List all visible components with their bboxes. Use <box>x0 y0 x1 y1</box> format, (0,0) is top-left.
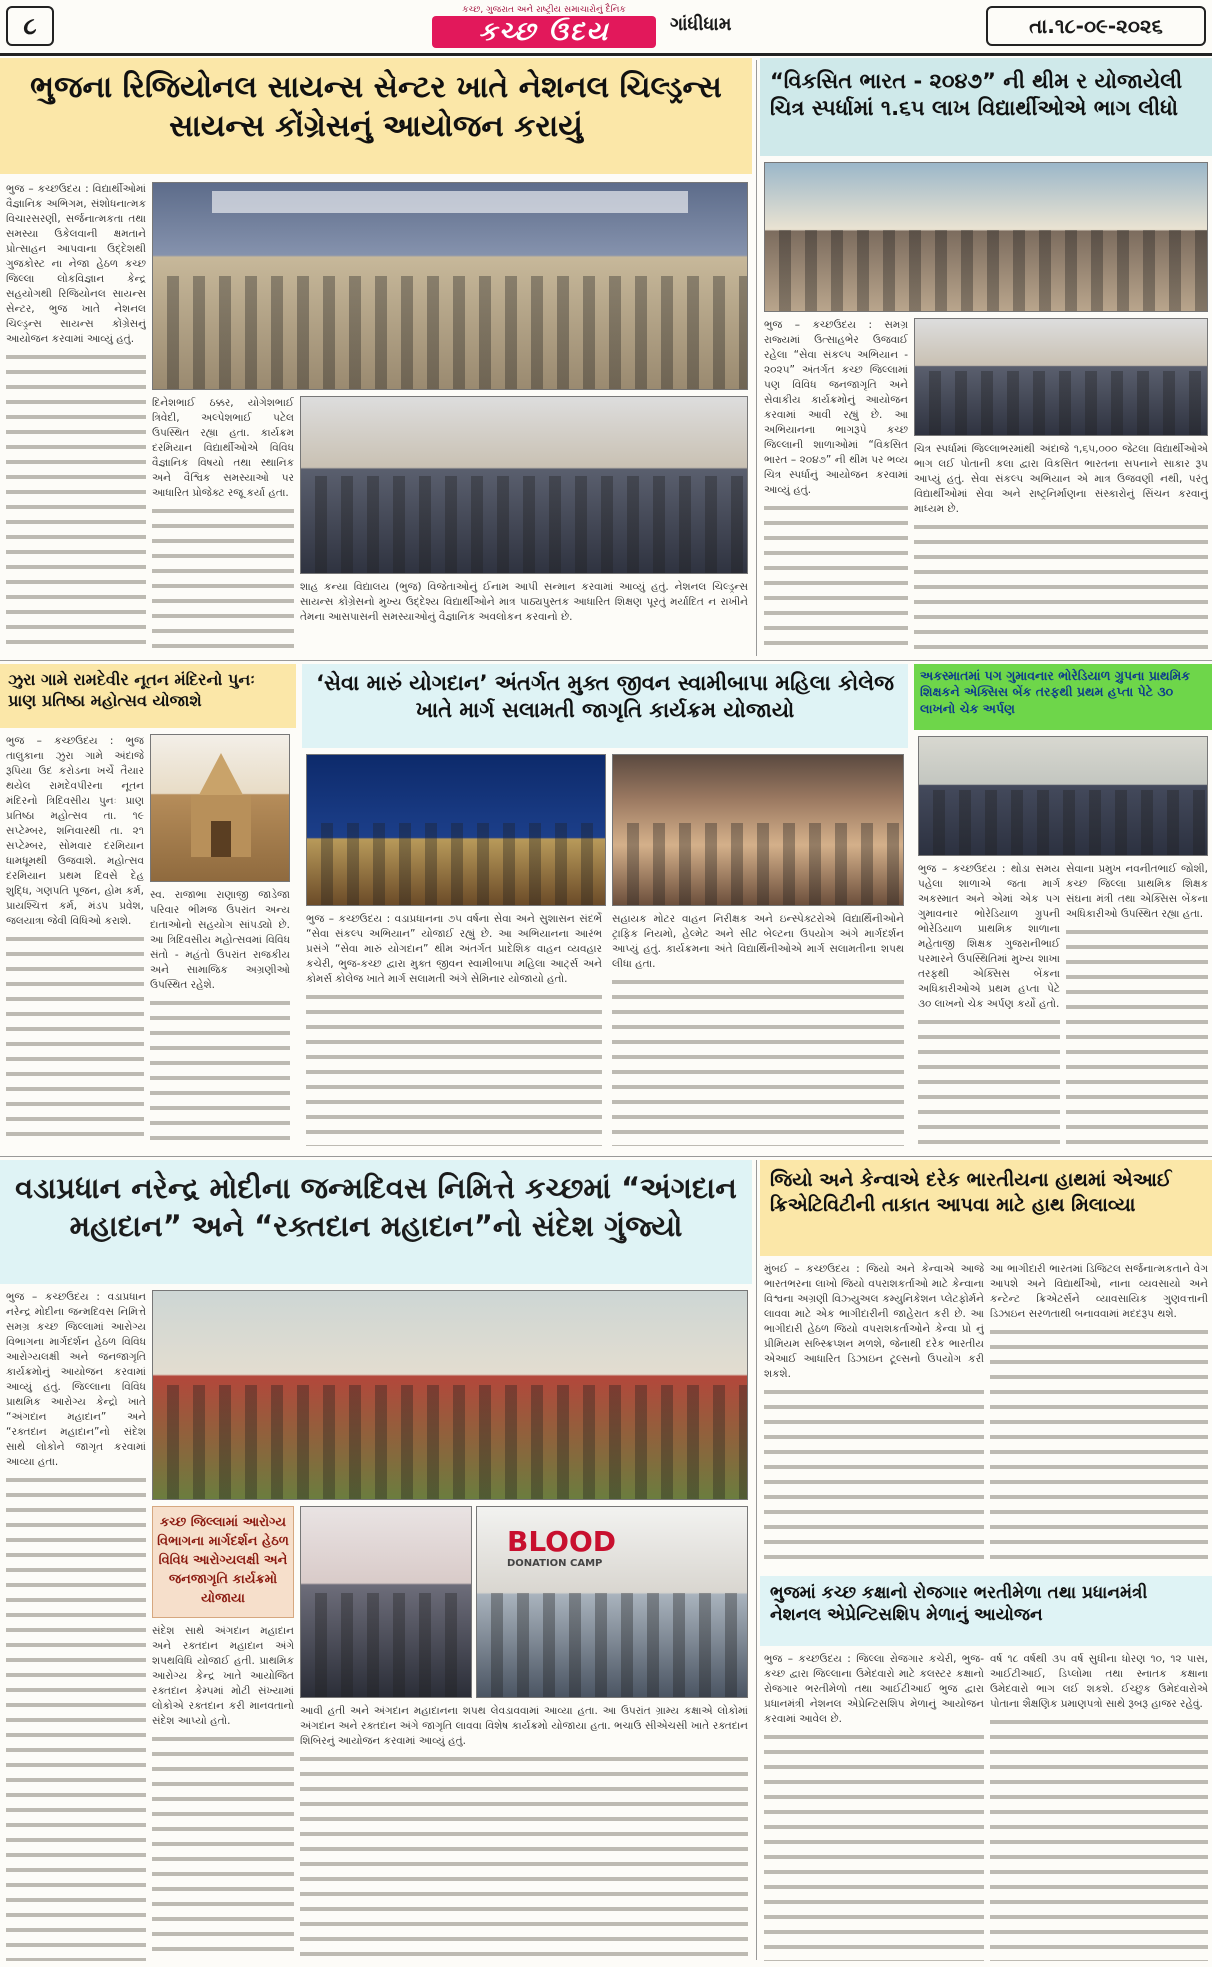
photo-people <box>477 1593 747 1698</box>
article-organ-donation <box>0 1160 752 1967</box>
section-rule <box>0 660 1212 661</box>
article-paragraph: સ્વ. રાજાભા રાણાજી જાડેજા પરિવાર ભીમજ ઉપરાંત અન્ય દાતાઓનો સહયોગ સાંપડ્યો છે. આ ત્રિદિવસીય મહોત્સવમાં વિવિધ સંતો - મહંતો ઉપરાંત રાજકીય અને સામાજિક અગ્રણીઓ ઉપસ્થિત રહેશે. <box>150 889 290 991</box>
text-filler <box>990 1324 1208 1566</box>
article-science-congress <box>0 58 752 658</box>
text-filler <box>300 1751 748 1961</box>
photo-people <box>613 823 903 906</box>
photo-people <box>919 790 1207 855</box>
article-body-col2 <box>612 912 904 1146</box>
photo-students-drawing <box>914 318 1208 436</box>
article-body <box>306 912 602 1146</box>
article-paragraph: ભુજ – કચ્છઉદય : થોડા સમય પહેલા શાળાએ જતા માર્ગ અકસ્માત અને એમાં એક પગ ગુમાવનાર ભોરેડિયાળ ગ્રુપની ભોરેડિયાળ પ્રાથમિક શાળાના મહેતાજી શિક્ષક ગુજરાનીભાઈ પરમારને ઉપસ્થિતિમાં મુખ્ય શાખા તરફથી એક્સિસ બેંકના અધિકારીઓએ પ્રથમ હપ્તા પેટે ૩૦ લાખનો ચેક અર્પણ કર્યો હતો. <box>918 863 1060 1010</box>
photo-students-audience <box>612 754 904 906</box>
article-headline: અકસ્માતમાં પગ ગુમાવનાર ભોરેડિયાળ ગ્રુપના પ્રાથમિક શિક્ષકને એક્સિસ બેંક તરફથી પ્રથમ હપ્તા પેટે ૩૦ લાખનો ચેક અર્પણ <box>914 664 1212 730</box>
article-body-col2 <box>152 396 294 652</box>
photo-awareness-rally <box>152 1290 748 1500</box>
column-rule <box>756 1160 757 1960</box>
photo-people <box>307 823 605 906</box>
text-filler <box>612 974 904 1146</box>
article-axis-bank <box>914 664 1212 1152</box>
photo-people <box>301 476 747 573</box>
newspaper-brand <box>432 4 656 50</box>
article-paragraph: ભુજ – કચ્છઉદય : વડાપ્રધાન નરેન્દ્ર મોદીના જન્મદિવસ નિમિત્તે સમગ્ર કચ્છ જિલ્લામાં આરોગ્ય વિભાગના માર્ગદર્શન હેઠળ વિવિધ આરોગ્યલક્ષી અને જનજાગૃતિ કાર્યક્રમોનું આયોજન કરવામાં આવ્યું હતું. જિલ્લાના વિવિધ પ્રાથમિક આરોગ્ય કેન્દ્રો ખાતે “અંગદાન મહાદાન” અને “રક્તદાન મહાદાન”નો સંદેશ સાથે લોકોને જાગૃત કરવામાં આવ્યા હતા. <box>6 1291 146 1468</box>
photo-officials-stage <box>306 754 606 906</box>
section-rule <box>0 1156 1212 1157</box>
blood-logo-title: BLOOD <box>507 1525 617 1558</box>
article-body-col2 <box>152 1624 294 1961</box>
article-body-col2 <box>990 1652 1208 1961</box>
text-filler <box>6 349 146 652</box>
photo-people <box>153 1385 747 1499</box>
blood-donation-logo <box>507 1525 616 1569</box>
article-body <box>6 182 146 652</box>
photo-cheque-handover <box>918 736 1208 856</box>
article-body <box>764 318 908 652</box>
blood-logo-subtitle: DONATION CAMP <box>507 1558 603 1569</box>
article-headline: “વિકસિત ભારત - ૨૦૪૭” ની થીમ ર યોજાયેલી ચિત્ર સ્પર્ધામાં ૧.૬૫ લાખ વિદ્યાર્થીઓએ ભાગ લીધો <box>760 58 1212 156</box>
caption-text: શાહ કન્યા વિદ્યાલય (ભુજ) વિજેતાઓનું ઈનામ આપી સન્માન કરવામાં આવ્યું હતું. નેશનલ ચિલ્ડ્રન્સ સાયન્સ કોંગ્રેસનો મુખ્ય ઉદ્દેશ્ય વિદ્યાર્થીઓને માત્ર પાઠ્યપુસ્તક આધારિત શિક્ષણ પૂરતું મર્યાદિત ન રાખીને તેમના આસપાસની સમસ્યાઓનું વૈજ્ઞાનિક અવલોકન કરવાનો છે. <box>300 581 748 623</box>
text-filler <box>6 931 144 1146</box>
article-job-fair <box>760 1576 1212 1967</box>
newspaper-logo: કચ્છ ઉદય <box>432 16 656 48</box>
article-paragraph: વર્ષ ૧૮ વર્ષથી ૩૫ વર્ષ સુધીના ધોરણ ૧૦, ૧૨ પાસ, આઈટીઆઈ, ડિપ્લોમા તથા સ્નાતક કક્ષાના ઉમેદવારો ભાગ લઈ શકશે. ઈચ્છુક ઉમેદવારોએ પોતાના શૈક્ષણિક પ્રમાણપત્રો સાથે રૂબરૂ હાજર રહેવું. <box>990 1653 1208 1710</box>
article-body-col2 <box>914 442 1208 652</box>
text-filler <box>152 503 294 652</box>
article-body <box>6 734 144 1146</box>
photo-blood-donors <box>476 1506 748 1698</box>
article-jio-canva <box>760 1160 1212 1572</box>
photo-caption <box>300 580 748 652</box>
text-filler <box>764 1729 984 1961</box>
article-body <box>6 1290 146 1961</box>
article-headline: જિયો અને કેન્વાએ દરેક ભારતીયના હાથમાં એઆઈ ક્રિએટિવિટીની તાકાત આપવા માટે હાથ મિલાવ્યા <box>760 1160 1212 1256</box>
text-filler <box>306 989 602 1146</box>
column-rule <box>756 60 757 656</box>
sidebar-health-programs <box>152 1506 294 1618</box>
article-paragraph: આ ભાગીદારી ભારતમાં ડિજિટલ સર્જનાત્મકતાને વેગ આપશે અને વિદ્યાર્થીઓ, નાના વ્યવસાયો અને કન્ટેન્ટ ક્રિએટર્સને વ્યાવસાયિક ગુણવત્તાની ડિઝાઇન સરળતાથી બનાવવામાં મદદરૂપ થશે. <box>990 1263 1208 1320</box>
masthead <box>0 0 1212 56</box>
brand-tagline: કચ્છ, ગુજરાત અને રાષ્ટ્રીય સમાચારોનું દૈનિક <box>462 5 626 15</box>
article-paragraph: ચિત્ર સ્પર્ધામાં જિલ્લાભરમાંથી અંદાજે ૧,૬૫,૦૦૦ જેટલા વિદ્યાર્થીઓએ ભાગ લઈ પોતાની કલા દ્વારા વિકસિત ભારતના સપનાને સાકાર રૂપ આપ્યું હતું. સેવા સંકલ્પ અભિયાન એ માત્ર ઉજવણી નથી, પરંતુ વિદ્યાર્થીઓમાં સેવા અને રાષ્ટ્રનિર્માણના સંસ્કારોનું સિંચન કરવાનું માધ્યમ છે. <box>914 443 1208 515</box>
photo-drawing-competition <box>764 162 1208 312</box>
text-filler <box>150 995 290 1146</box>
article-paragraph: ભુજ – કચ્છઉદય : સમગ્ર રાજ્યમાં ઉત્સાહભેર ઉજવાઈ રહેલા “સેવા સંકલ્પ અભિયાન - ૨૦૨૫” અંતર્ગત કચ્છ જિલ્લામાં પણ વિવિધ જનજાગૃતિ અને સેવાકીય કાર્યક્રમોનું આયોજન કરવામાં આવી રહ્યું છે. આ અભિયાનના ભાગરૂપે કચ્છ જિલ્લાની શાળાઓમાં “વિકસિત ભારત – ૨૦૪૭” ની થીમ પર ભવ્ય ચિત્ર સ્પર્ધાનું આયોજન કરવામાં આવ્યું હતું. <box>764 319 908 496</box>
stage-banner <box>212 191 687 213</box>
photo-people <box>765 230 1207 311</box>
article-body <box>918 862 1060 1146</box>
text-filler <box>152 1731 294 1961</box>
photo-people <box>153 276 747 389</box>
article-temple <box>0 664 296 1152</box>
article-body-col3 <box>300 1704 748 1961</box>
text-filler <box>764 500 908 652</box>
article-body-col2 <box>990 1262 1208 1566</box>
article-body-col2 <box>1066 862 1208 1146</box>
photo-dignitaries-stage <box>152 182 748 390</box>
article-headline: ‘સેવા મારું યોગદાન’ અંતર્ગત મુક્ત જીવન સ્વામીબાપા મહિલા કોલેજ ખાતે માર્ગ સલામતી જાગૃતિ કાર્યક્રમ યોજાયો <box>302 664 908 748</box>
photo-students-exam <box>300 396 748 574</box>
article-paragraph: ભુજ – કચ્છઉદય : વડાપ્રધાનના ૭૫ વર્ષના સેવા અને સુશાસન સંદર્ભે “સેવા સંકલ્પ અભિયાન” યોજાઈ રહ્યું છે. આ અભિયાનના આરંભ પ્રસંગે “સેવા મારું યોગદાન” થીમ અંતર્ગત પ્રાદેશિક વાહન વ્યવહાર કચેરી, ભુજ-કચ્છ દ્વારા મુક્ત જીવન સ્વામીબાપા મહિલા આર્ટ્સ અને કોમર્સ કોલેજ ખાતે માર્ગ સલામતી અંગે સેમિનાર યોજાયો હતો. <box>306 913 602 985</box>
article-paragraph: સહાયક મોટર વાહન નિરીક્ષક અને ઇન્સ્પેક્ટરોએ વિદ્યાર્થિનીઓને ટ્રાફિક નિયમો, હેલ્મેટ અને સીટ બેલ્ટના ઉપયોગ અંગે માર્ગદર્શન આપ્યું હતું. કાર્યક્રમના અંતે વિદ્યાર્થિનીઓએ માર્ગ સલામતીના શપથ લીધા હતા. <box>612 913 904 970</box>
article-headline: ભુજના રિજિયોનલ સાયન્સ સેન્ટર ખાતે નેશનલ ચિલ્ડ્રન્સ સાયન્સ કોંગ્રેસનું આયોજન કરાયું <box>0 58 752 174</box>
text-filler <box>914 519 1208 652</box>
photo-people <box>915 371 1207 435</box>
sidebar-title: કચ્છ જિલ્લામાં આરોગ્ય વિભાગના માર્ગદર્શન હેઠળ વિવિધ આરોગ્યલક્ષી અને જનજાગૃતિ કાર્યક્રમો યોજાયા <box>157 1515 289 1606</box>
article-paragraph: ભુજ – કચ્છઉદય : ભુજ તાલુકાના ઝુરા ગામે અંદાજે રૂપિયા ઉદ કરોડના ખર્ચે તૈયાર થયેલ રામદેવપીરના નૂતન મંદિરનો ત્રિદિવસીય પુનઃ પ્રાણ પ્રતિષ્ઠા મહોત્સવ તા. ૧૯ સપ્ટેમ્બર, શનિવારથી તા. ૨૧ સપ્ટેમ્બર, સોમવાર દરમિયાન ધામધૂમથી ઉજવાશે. મહોત્સવ દરમિયાન પ્રથમ દિવસે દેહ શુદ્ધિ, ગણપતિ પૂજન, હોમ કર્મ, પ્રાયશ્ચિત્ત કર્મ, મંડપ પ્રવેશ, જલયાત્રા જેવી વિધિઓ કરાશે. <box>6 735 144 927</box>
article-headline: વડાપ્રધાન નરેન્દ્ર મોદીના જન્મદિવસ નિમિત્તે કચ્છમાં “અંગદાન મહાદાન” અને “રક્તદાન મહાદાન”નો સંદેશ ગુંજ્યો <box>0 1160 752 1284</box>
text-filler <box>6 1472 146 1961</box>
article-body <box>764 1262 984 1566</box>
text-filler <box>1066 924 1208 1146</box>
article-headline: ભુજમાં કચ્છ કક્ષાનો રોજગાર ભરતીમેળા તથા પ્રધાનમંત્રી નેશનલ એપ્રેન્ટિસશિપ મેળાનું આયોજન <box>760 1576 1212 1646</box>
article-paragraph: સેવાના પ્રમુખ નવનીતભાઈ જોશી, કચ્છ જિલ્લા પ્રાથમિક શિક્ષક સંઘના મંત્રી તથા એક્સિસ બેંકના અધિકારીઓ ઉપસ્થિત રહ્યા હતા. <box>1066 863 1208 920</box>
edition-date: તા.૧૮-૦૯-૨૦૨૬ <box>986 6 1206 46</box>
article-paragraph: મુંબઈ – કચ્છઉદય : જિયો અને કેન્વાએ આજે ભારતભરના લાખો જિયો વપરાશકર્તાઓ માટે કેન્વાના વિશ્વના અગ્રણી વિઝ્યુઅલ કમ્યુનિકેશન પ્લેટફોર્મને લાવવા માટે એક ભાગીદારીની જાહેરાત કરી છે. આ ભાગીદારી હેઠળ જિયો વપરાશકર્તાઓને કેન્વા પ્રો નું પ્રીમિયમ સબ્સ્ક્રિપ્શન મળશે, જેનાથી દરેક ભારતીય એઆઈ આધારિત ડિઝાઇન ટૂલ્સનો ઉપયોગ કરી શકશે. <box>764 1263 984 1380</box>
article-paragraph: સંદેશ સાથે અંગદાન મહાદાન અને રક્તદાન મહાદાન અંગે શપથવિધિ યોજાઈ હતી. પ્રાથમિક આરોગ્ય કેન્દ્ર ખાતે આયોજિત રક્તદાન કેમ્પમાં મોટી સંખ્યામાં લોકોએ રક્તદાન કરી માનવતાનો સંદેશ આપ્યો હતો. <box>152 1625 294 1727</box>
photo-temple <box>150 734 290 882</box>
article-paragraph: ભુજ – કચ્છઉદય : જિલ્લા રોજગાર કચેરી, ભુજ-કચ્છ દ્વારા જિલ્લાના ઉમેદવારો માટે કલસ્ટર કક્ષાનો રોજગાર ભરતીમેળો તથા આઈટીઆઈ ભુજ દ્વારા પ્રધાનમંત્રી નેશનલ એપ્રેન્ટિસશિપ મેળાનું આયોજન કરવામાં આવેલ છે. <box>764 1653 984 1725</box>
text-filler <box>990 1714 1208 1961</box>
page-number: ૮ <box>6 6 54 46</box>
article-road-safety <box>302 664 908 1152</box>
article-paragraph: ભુજ – કચ્છઉદય : વિદ્યાર્થીઓમાં વૈજ્ઞાનિક અભિગમ, સંશોધનાત્મક વિચારસરણી, સર્જનાત્મકતા તથા સમસ્યા ઉકેલવાની ક્ષમતાને પ્રોત્સાહન આપવાના ઉદ્દેશથી ગુજકોસ્ટ ના નેજા હેઠળ કચ્છ જિલ્લા લોકવિજ્ઞાન કેન્દ્ર સહયોગથી રિજિયોનલ સાયન્સ સેન્ટર, ભુજ ખાતે નેશનલ ચિલ્ડ્રન્સ સાયન્સ કોંગ્રેસનું આયોજન કરવામાં આવ્યું હતું. <box>6 183 146 345</box>
article-paragraph: આવી હતી અને અંગદાન મહાદાનના શપથ લેવડાવવામાં આવ્યા હતા. આ ઉપરાંત ગ્રામ્ય કક્ષાએ લોકોમાં અંગદાન અને રક્તદાન અંગે જાગૃતિ લાવવા વિશેષ કાર્યક્રમો યોજાયા હતા. ભચાઉ સીએચસી ખાતે રક્તદાન શિબિરનું આયોજન કરવામાં આવ્યું હતું. <box>300 1705 748 1747</box>
article-headline: ઝુરા ગામે રામદેવીર નૂતન મંદિરનો પુનઃ પ્રાણ પ્રતિષ્ઠા મહોત્સવ યોજાશે <box>0 664 296 728</box>
edition-city: ગાંધીધામ <box>670 14 732 35</box>
article-body-col2 <box>150 888 290 1146</box>
text-filler <box>918 1014 1060 1146</box>
article-paragraph: દિનેશભાઈ ઠક્કર, યોગેશભાઈ ત્રિવેદી, અલ્પેશભાઈ પટેલ ઉપસ્થિત રહ્યા હતા. કાર્યક્રમ દરમિયાન વિદ્યાર્થીઓએ વિવિધ વૈજ્ઞાનિક વિષયો તથા સ્થાનિક અને વૈશ્વિક સમસ્યાઓ પર આધારિત પ્રોજેક્ટ રજૂ કર્યા હતા. <box>152 397 294 499</box>
temple-illustration <box>151 735 290 882</box>
article-viksit-bharat <box>760 58 1212 658</box>
text-filler <box>764 1384 984 1566</box>
photo-blood-camp-staff <box>300 1506 472 1698</box>
article-body <box>764 1652 984 1961</box>
photo-people <box>301 1593 471 1698</box>
